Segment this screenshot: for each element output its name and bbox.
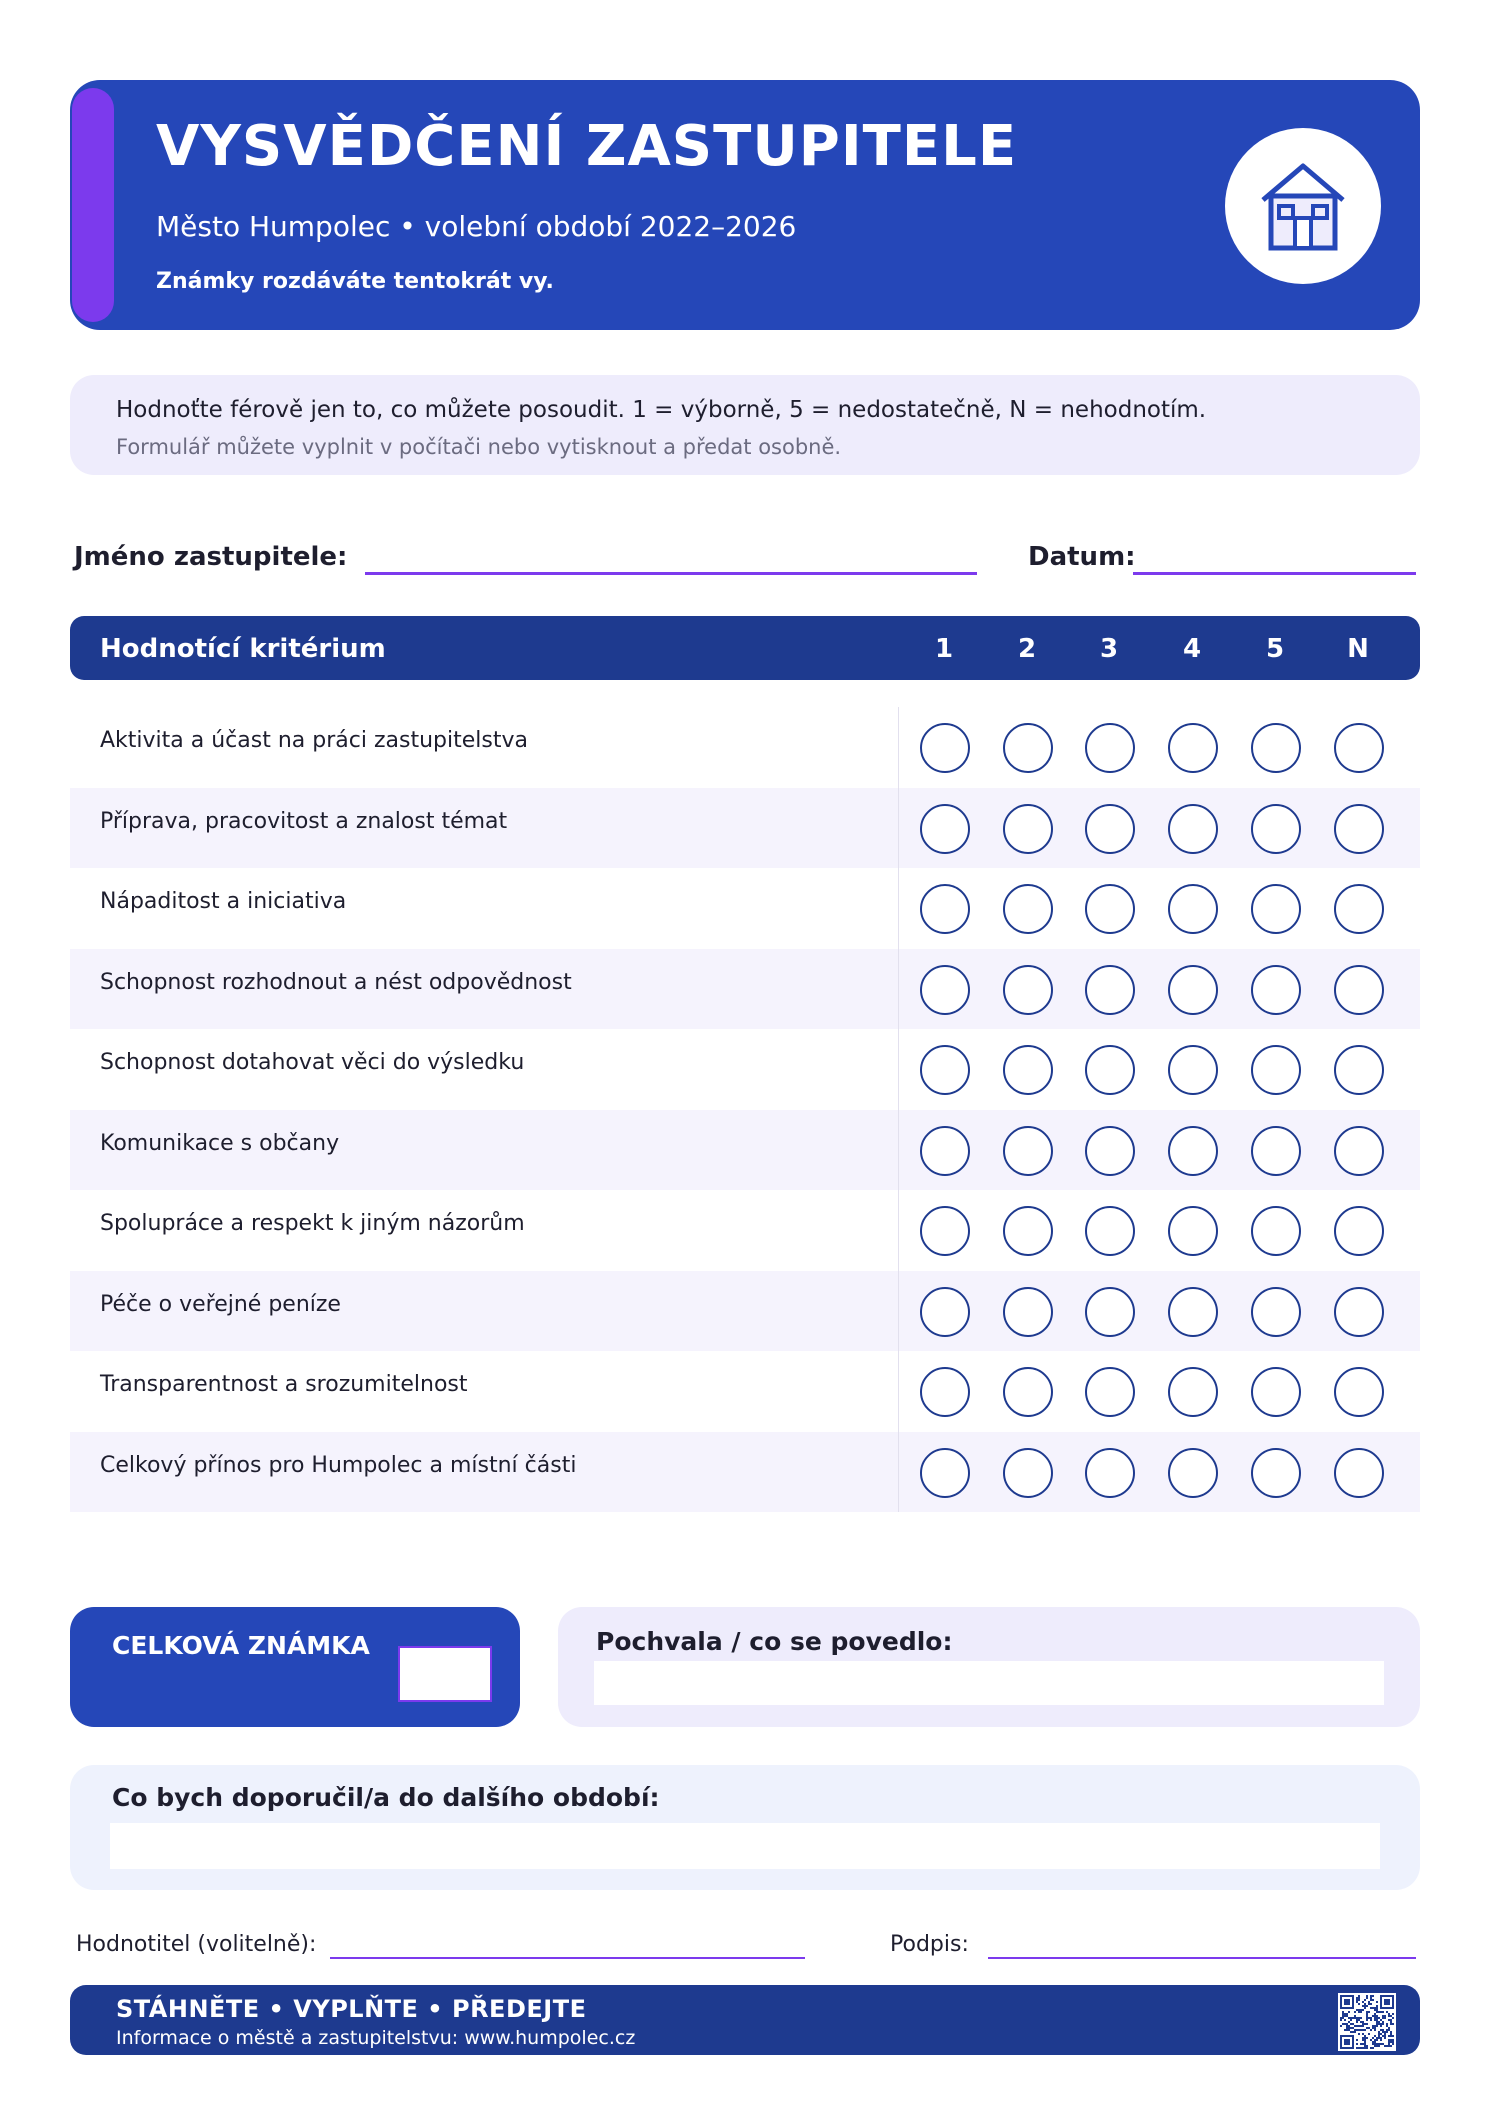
- rating-radio-5[interactable]: [1251, 1045, 1301, 1095]
- rating-radio-1[interactable]: [920, 965, 970, 1015]
- overall-grade-box: [70, 1607, 520, 1727]
- table-row: [70, 868, 1420, 949]
- table-row: [70, 1432, 1420, 1513]
- criterion-label: Komunikace s občany: [100, 1130, 340, 1156]
- table-row: [70, 788, 1420, 869]
- header-accent-bar: [72, 88, 114, 322]
- rating-radio-5[interactable]: [1251, 1448, 1301, 1498]
- criteria-table: [70, 707, 1420, 1512]
- rating-radio-1[interactable]: [920, 1287, 970, 1337]
- rating-radio-n[interactable]: [1334, 1367, 1384, 1417]
- rating-radio-3[interactable]: [1085, 1287, 1135, 1337]
- table-row: [70, 1029, 1420, 1110]
- criterion-label: Spolupráce a respekt k jiným názorům: [100, 1211, 525, 1236]
- rating-radio-n[interactable]: [1334, 884, 1384, 934]
- rating-radio-5[interactable]: [1251, 1126, 1301, 1176]
- column-header-5: 5: [1265, 634, 1285, 664]
- rating-radio-5[interactable]: [1251, 1206, 1301, 1256]
- rating-radio-1[interactable]: [920, 1045, 970, 1095]
- page-title: VYSVĚDČENÍ ZASTUPITELE: [156, 114, 1018, 179]
- table-row: [70, 949, 1420, 1030]
- table-divider: [898, 707, 899, 1512]
- rating-radio-3[interactable]: [1085, 1448, 1135, 1498]
- rating-radio-n[interactable]: [1334, 965, 1384, 1015]
- rating-radio-5[interactable]: [1251, 723, 1301, 773]
- criterion-label: Příprava, pracovitost a znalost témat: [100, 808, 508, 834]
- recommendation-input[interactable]: [110, 1823, 1380, 1869]
- rating-radio-4[interactable]: [1168, 884, 1218, 934]
- logo-badge: [1225, 128, 1381, 284]
- footer-info: Informace o městě a zastupitelstvu: www.humpolec.cz: [116, 2027, 636, 2049]
- rating-radio-4[interactable]: [1168, 1367, 1218, 1417]
- rating-radio-4[interactable]: [1168, 1448, 1218, 1498]
- rating-radio-1[interactable]: [920, 804, 970, 854]
- column-header-2: 2: [1017, 634, 1037, 664]
- criterion-label: Schopnost rozhodnout a nést odpovědnost: [100, 969, 572, 995]
- rating-radio-3[interactable]: [1085, 1126, 1135, 1176]
- praise-input[interactable]: [594, 1661, 1384, 1705]
- criterion-header: Hodnotící kritérium: [100, 634, 386, 664]
- footer-bar: [70, 1985, 1420, 2055]
- rating-radio-n[interactable]: [1334, 1126, 1384, 1176]
- rating-radio-2[interactable]: [1003, 1448, 1053, 1498]
- rating-radio-4[interactable]: [1168, 1126, 1218, 1176]
- praise-label: Pochvala / co se povedlo:: [596, 1627, 953, 1656]
- signature-label: Podpis:: [890, 1932, 969, 1957]
- rating-radio-3[interactable]: [1085, 1206, 1135, 1256]
- rating-radio-4[interactable]: [1168, 1287, 1218, 1337]
- rating-radio-n[interactable]: [1334, 1448, 1384, 1498]
- rating-radio-1[interactable]: [920, 1367, 970, 1417]
- rating-radio-2[interactable]: [1003, 723, 1053, 773]
- instructions-box: [70, 375, 1420, 475]
- date-field[interactable]: [1133, 572, 1416, 575]
- rating-radio-3[interactable]: [1085, 1045, 1135, 1095]
- praise-box: [558, 1607, 1420, 1727]
- rating-radio-n[interactable]: [1334, 1045, 1384, 1095]
- rating-radio-5[interactable]: [1251, 884, 1301, 934]
- rating-radio-2[interactable]: [1003, 965, 1053, 1015]
- header-banner: [70, 80, 1420, 330]
- rating-radio-n[interactable]: [1334, 1206, 1384, 1256]
- rating-radio-1[interactable]: [920, 1126, 970, 1176]
- rating-radio-n[interactable]: [1334, 804, 1384, 854]
- rating-radio-n[interactable]: [1334, 723, 1384, 773]
- rating-radio-3[interactable]: [1085, 965, 1135, 1015]
- rating-radio-2[interactable]: [1003, 1045, 1053, 1095]
- name-field[interactable]: [365, 572, 977, 575]
- rating-radio-n[interactable]: [1334, 1287, 1384, 1337]
- recommendation-label: Co bych doporučil/a do dalšího období:: [112, 1783, 660, 1812]
- rating-radio-2[interactable]: [1003, 1287, 1053, 1337]
- footer-cta: STÁHNĚTE • VYPLŇTE • PŘEDEJTE: [116, 1995, 587, 2023]
- rating-radio-4[interactable]: [1168, 1045, 1218, 1095]
- table-row: [70, 707, 1420, 788]
- criterion-label: Schopnost dotahovat věci do výsledku: [100, 1050, 525, 1075]
- name-label: Jméno zastupitele:: [74, 542, 348, 572]
- rating-radio-3[interactable]: [1085, 884, 1135, 934]
- rating-radio-4[interactable]: [1168, 965, 1218, 1015]
- evaluator-label: Hodnotitel (volitelně):: [76, 1932, 317, 1957]
- column-header-4: 4: [1182, 634, 1202, 664]
- rating-radio-2[interactable]: [1003, 1206, 1053, 1256]
- rating-radio-2[interactable]: [1003, 1367, 1053, 1417]
- criterion-label: Nápaditost a iniciativa: [100, 889, 347, 914]
- page-tagline: Známky rozdáváte tentokrát vy.: [156, 269, 554, 294]
- rating-radio-4[interactable]: [1168, 1206, 1218, 1256]
- column-header-1: 1: [934, 634, 954, 664]
- criterion-label: Transparentnost a srozumitelnost: [100, 1372, 468, 1397]
- rating-radio-2[interactable]: [1003, 804, 1053, 854]
- rating-radio-1[interactable]: [920, 1448, 970, 1498]
- recommendation-box: [70, 1765, 1420, 1890]
- table-row: [70, 1190, 1420, 1271]
- rating-radio-2[interactable]: [1003, 1126, 1053, 1176]
- criterion-label: Celkový přínos pro Humpolec a místní části: [100, 1452, 577, 1478]
- table-row: [70, 1110, 1420, 1191]
- table-row: [70, 1351, 1420, 1432]
- rating-radio-3[interactable]: [1085, 804, 1135, 854]
- rating-radio-3[interactable]: [1085, 723, 1135, 773]
- instructions-text: Hodnoťte férově jen to, co můžete posoudit. 1 = výborně, 5 = nedostatečně, N = nehodnotím.: [116, 397, 1207, 423]
- table-row: [70, 1271, 1420, 1352]
- evaluator-field[interactable]: [330, 1957, 805, 1959]
- criterion-label: Aktivita a účast na práci zastupitelstva: [100, 728, 528, 753]
- rating-radio-5[interactable]: [1251, 1287, 1301, 1337]
- column-header-n: N: [1347, 634, 1369, 664]
- column-header-3: 3: [1099, 634, 1119, 664]
- rating-radio-4[interactable]: [1168, 723, 1218, 773]
- date-label: Datum:: [1028, 542, 1136, 572]
- table-header: [70, 616, 1420, 680]
- rating-radio-5[interactable]: [1251, 804, 1301, 854]
- instructions-note: Formulář můžete vyplnit v počítači nebo vytisknout a předat osobně.: [116, 435, 842, 459]
- rating-radio-3[interactable]: [1085, 1367, 1135, 1417]
- rating-radio-5[interactable]: [1251, 1367, 1301, 1417]
- criterion-label: Péče o veřejné peníze: [100, 1291, 341, 1317]
- page-subtitle: Město Humpolec • volební období 2022–2026: [156, 210, 797, 243]
- signature-field[interactable]: [988, 1957, 1416, 1959]
- overall-grade-label: CELKOVÁ ZNÁMKA: [112, 1631, 370, 1660]
- rating-radio-1[interactable]: [920, 1206, 970, 1256]
- qr-code-icon: [1338, 1993, 1396, 2051]
- rating-radio-1[interactable]: [920, 723, 970, 773]
- rating-radio-4[interactable]: [1168, 804, 1218, 854]
- rating-radio-2[interactable]: [1003, 884, 1053, 934]
- house-icon: [1255, 158, 1351, 254]
- rating-radio-5[interactable]: [1251, 965, 1301, 1015]
- overall-grade-input[interactable]: [398, 1646, 492, 1702]
- rating-radio-1[interactable]: [920, 884, 970, 934]
